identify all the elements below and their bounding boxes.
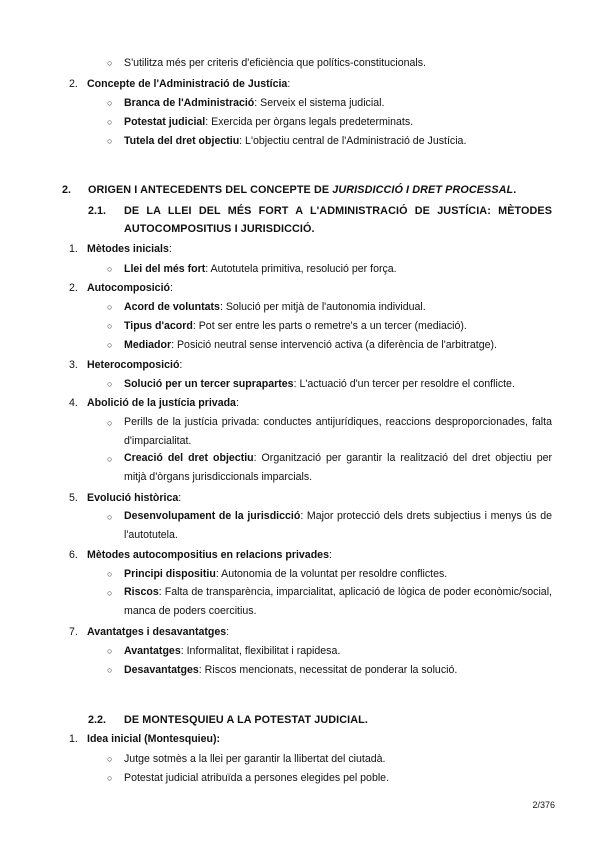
circle-bullet-icon: ○ bbox=[107, 454, 113, 464]
circle-bullet-icon: ○ bbox=[107, 302, 113, 312]
list-item: Creació del dret objectiu: Organització per garantir la realització del dret objectiu per mitjà d'òrgans jurisdiccionals imparcials. bbox=[124, 452, 553, 483]
section-heading: ORIGEN I ANTECEDENTS DEL CONCEPTE DE JURISDICCIÓ I DRET PROCESSAL. bbox=[88, 184, 517, 196]
circle-bullet-icon: ○ bbox=[107, 340, 113, 350]
page-number: 2/376 bbox=[532, 800, 555, 810]
list-item: Llei del més fort: Autotutela primitiva, resolució per força. bbox=[124, 263, 397, 275]
circle-bullet-icon: ○ bbox=[107, 569, 113, 579]
list-item: Potestat judicial: Exercida per òrgans legals predeterminats. bbox=[124, 116, 414, 128]
list-item-title: Concepte de l'Administració de Justícia: bbox=[87, 78, 291, 90]
subsection-heading-line2: AUTOCOMPOSITIUS I JURISDICCIÓ. bbox=[124, 223, 315, 235]
list-number: 2. bbox=[69, 78, 78, 90]
list-item: Mediador: Posició neutral sense intervenció activa (a diferència de l'arbitratge). bbox=[124, 339, 497, 351]
circle-bullet-icon: ○ bbox=[107, 117, 113, 127]
list-item-title: Evolució històrica: bbox=[87, 492, 182, 504]
list-item-title: Heterocomposició: bbox=[87, 359, 183, 371]
list-item: Branca de l'Administració: Serveix el sistema judicial. bbox=[124, 97, 385, 109]
subsection-heading: DE MONTESQUIEU A LA POTESTAT JUDICIAL. bbox=[124, 714, 368, 726]
subsection-number: 2.1. bbox=[88, 205, 107, 217]
circle-bullet-icon: ○ bbox=[107, 321, 113, 331]
list-item: Desavantatges: Riscos mencionats, necessitat de ponderar la solució. bbox=[124, 664, 458, 676]
list-item: Solució per un tercer suprapartes: L'actuació d'un tercer per resoldre el conflicte. bbox=[124, 378, 515, 390]
list-number: 1. bbox=[69, 243, 78, 255]
list-number: 3. bbox=[69, 359, 78, 371]
list-number: 1. bbox=[69, 733, 78, 745]
list-item: Tutela del dret objectiu: L'objectiu central de l'Administració de Justícia. bbox=[124, 135, 467, 147]
circle-bullet-icon: ○ bbox=[107, 379, 113, 389]
circle-bullet-icon: ○ bbox=[107, 98, 113, 108]
list-number: 4. bbox=[69, 397, 78, 409]
list-item-title: Autocomposició: bbox=[87, 282, 173, 294]
section-number: 2. bbox=[62, 184, 72, 196]
list-item: S'utilitza més per criteris d'eficiència que polítics-constitucionals. bbox=[124, 57, 426, 69]
list-item: Acord de voluntats: Solució per mitjà de l'autonomia individual. bbox=[124, 301, 426, 313]
circle-bullet-icon: ○ bbox=[107, 136, 113, 146]
circle-bullet-icon: ○ bbox=[107, 646, 113, 656]
list-item: Desenvolupament de la jurisdicció: Major protecció dels drets subjectius i menys ús de l'autotutela. bbox=[124, 510, 552, 541]
list-item: Potestat judicial atribuïda a persones elegides pel poble. bbox=[124, 772, 390, 784]
list-item: Tipus d'acord: Pot ser entre les parts o remetre's a un tercer (mediació). bbox=[124, 320, 467, 332]
list-item: Avantatges: Informalitat, flexibilitat i rapidesa. bbox=[124, 645, 341, 657]
circle-bullet-icon: ○ bbox=[107, 773, 113, 783]
subsection-number: 2.2. bbox=[88, 714, 107, 726]
list-item-title: Avantatges i desavantatges: bbox=[87, 626, 230, 638]
list-number: 6. bbox=[69, 549, 78, 561]
circle-bullet-icon: ○ bbox=[107, 754, 113, 764]
list-item: Principi dispositiu: Autonomia de la voluntat per resoldre conflictes. bbox=[124, 568, 448, 580]
list-item: Perills de la justícia privada: conductes antijurídiques, reaccions desproporcionades, falta d'imparcialitat. bbox=[124, 416, 552, 447]
list-number: 7. bbox=[69, 626, 78, 638]
list-item-title: Abolició de la justícia privada: bbox=[87, 397, 239, 409]
circle-bullet-icon: ○ bbox=[107, 665, 113, 675]
circle-bullet-icon: ○ bbox=[107, 418, 113, 428]
list-item: Riscos: Falta de transparència, imparcialitat, aplicació de lògica de poder econòmic/social, manca de poders coercitius. bbox=[124, 586, 552, 617]
list-item-title: Mètodes autocompositius en relacions privades: bbox=[87, 549, 332, 561]
circle-bullet-icon: ○ bbox=[107, 588, 113, 598]
list-item-title: Idea inicial (Montesquieu): bbox=[87, 733, 221, 745]
list-item: Jutge sotmès a la llei per garantir la llibertat del ciutadà. bbox=[124, 753, 386, 765]
list-number: 5. bbox=[69, 492, 78, 504]
subsection-heading-line1: DE LA LLEI DEL MÉS FORT A L'ADMINISTRACIÓ DE JUSTÍCIA: MÈTODES bbox=[124, 205, 552, 217]
circle-bullet-icon: ○ bbox=[107, 512, 113, 522]
list-number: 2. bbox=[69, 282, 78, 294]
list-item-title: Mètodes inicials: bbox=[87, 243, 172, 255]
circle-bullet-icon: ○ bbox=[107, 58, 113, 68]
circle-bullet-icon: ○ bbox=[107, 264, 113, 274]
